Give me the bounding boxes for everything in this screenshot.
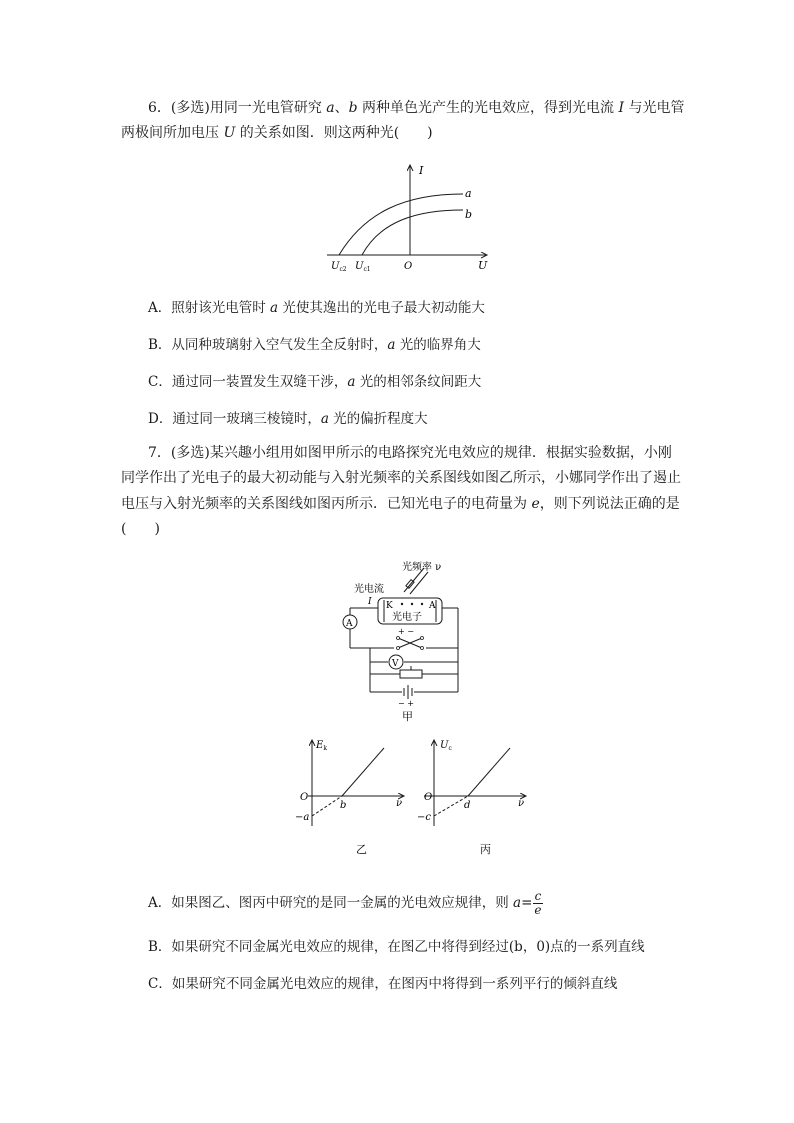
- q6-text: 两种单色光产生的光电效应，得到光电流: [357, 100, 619, 116]
- figure-bing-caption: 丙: [480, 843, 491, 856]
- option-text: 光的相邻条纹间距大: [355, 374, 482, 390]
- intercept-d-label: d: [464, 800, 471, 811]
- switch-terminal: [421, 647, 424, 650]
- light-source-marker: [406, 580, 414, 589]
- x-axis-label: ν: [396, 798, 403, 809]
- polarity-signs: + −: [398, 627, 414, 636]
- option-text: 光的临界角大: [395, 337, 481, 353]
- var-e: e: [531, 496, 540, 512]
- battery-polarity: − +: [398, 699, 414, 708]
- photocurrent-label: 光电流: [354, 584, 384, 595]
- option-text: D．通过同一玻璃三棱镜时，: [148, 411, 321, 427]
- curve-a-label: a: [465, 187, 472, 200]
- q6-option-d[interactable]: [148, 409, 428, 429]
- fraction-c-over-e: [533, 890, 542, 917]
- var-a: a: [320, 411, 329, 427]
- origin-label: O: [424, 792, 433, 803]
- voltmeter-label: V: [392, 659, 399, 669]
- cathode-label: K: [386, 601, 393, 611]
- uc-line: [468, 748, 510, 796]
- q6-text: 两极间所加电压: [121, 125, 224, 141]
- equals-sign: =: [521, 895, 533, 911]
- curve-b: [362, 210, 463, 255]
- q7-stem-line4: ( ): [121, 521, 160, 537]
- var-a: a: [326, 100, 335, 116]
- y-axis-label: $U_c$: [440, 740, 452, 752]
- figure-yi-caption: 乙: [356, 843, 367, 856]
- q7-option-c[interactable]: C．如果研究不同金属光电效应的规律，在图丙中将得到一系列平行的倾斜直线: [148, 976, 618, 992]
- option-text: A．如果图乙、图丙中研究的是同一金属的光电效应规律，则: [148, 895, 514, 911]
- var-a: a: [387, 337, 396, 353]
- intercept-neg-a-label: −a: [295, 812, 310, 823]
- option-text: B．从同种玻璃射入空气发生全反射时，: [148, 337, 388, 353]
- ammeter-label: A: [346, 619, 353, 629]
- ek-line: [342, 748, 384, 796]
- q6-option-a[interactable]: [148, 298, 485, 318]
- y-axis-label: $E_k$: [316, 740, 327, 752]
- curve-a: [339, 194, 463, 255]
- var-a: a: [513, 895, 522, 911]
- switch-terminal: [397, 637, 400, 640]
- q6-text: 6．(多选)用同一光电管研究: [148, 100, 327, 116]
- anode-label: A: [429, 601, 436, 611]
- uc-line-dashed: [434, 796, 471, 816]
- fraction-denominator: e: [534, 903, 542, 917]
- uc2-label: $U_{c2}$: [331, 261, 347, 273]
- graph-bing: [408, 736, 534, 858]
- uc1-label: $U_{c1}$: [355, 261, 371, 273]
- intercept-neg-c-label: −c: [417, 812, 431, 823]
- q6-option-b[interactable]: [148, 335, 481, 355]
- var-I: I: [618, 100, 625, 116]
- circuit-diagram: [340, 558, 470, 723]
- var-U: U: [223, 125, 236, 141]
- q6-text: 的关系如图．则这两种光( ): [235, 125, 433, 141]
- origin-label: O: [404, 261, 413, 272]
- electron: [411, 603, 413, 605]
- q7-text: 电压与入射光频率的关系图线如图丙所示．已知光电子的电荷量为: [121, 496, 532, 512]
- q7-stem-line2: 同学作出了光电子的最大初动能与入射光频率的关系图线如图乙所示，小娜同学作出了遏止: [121, 470, 681, 486]
- q6-stem-line1: [148, 98, 685, 118]
- curve-b-label: b: [465, 208, 473, 221]
- q6-option-c[interactable]: [148, 372, 481, 392]
- var-a: a: [270, 300, 279, 316]
- rheostat: [400, 670, 422, 678]
- option-text: 光使其逸出的光电子最大初动能大: [278, 300, 485, 316]
- photoelectron-label: 光电子: [392, 612, 422, 623]
- figure-jia-caption: 甲: [402, 710, 413, 723]
- reversing-switch: [398, 638, 422, 648]
- x-axis-label: ν: [518, 798, 525, 809]
- intercept-b-label: b: [340, 800, 347, 811]
- q6-stem-line2: [121, 123, 433, 143]
- light-ray: [410, 572, 428, 594]
- q6-text: 与光电管: [624, 100, 685, 116]
- q7-stem-line3: [121, 494, 680, 514]
- y-axis-label: I: [419, 164, 424, 177]
- option-text: 光的偏折程度大: [328, 411, 428, 427]
- light-frequency-label: 光频率 ν: [402, 562, 442, 573]
- fraction-numerator: c: [534, 889, 542, 903]
- q7-stem-line1: 7．(多选)某兴趣小组用如图甲所示的电路探究光电效应的规律．根据实验数据，小刚: [148, 445, 672, 461]
- electron: [421, 603, 423, 605]
- var-a: a: [347, 374, 356, 390]
- q7-text: ，则下列说法正确的是: [539, 496, 680, 512]
- option-text: C．通过同一装置发生双缝干涉，: [148, 374, 348, 390]
- option-text: A．照射该光电管时: [148, 300, 271, 316]
- current-I-label: I: [368, 597, 372, 607]
- x-axis-label: U: [478, 259, 488, 272]
- electron: [401, 603, 403, 605]
- switch-terminal: [421, 637, 424, 640]
- q7-option-b[interactable]: B．如果研究不同金属光电效应的规律，在图乙中将得到经过(b，0)点的一系列直线: [148, 939, 645, 955]
- separator: 、: [334, 100, 349, 116]
- switch-terminal: [397, 647, 400, 650]
- graph-yi: [292, 736, 412, 858]
- q7-option-a[interactable]: [148, 890, 543, 917]
- ek-line-dashed: [312, 796, 342, 816]
- var-b: b: [348, 100, 358, 116]
- q6-iu-graph: [325, 160, 495, 278]
- origin-label: O: [300, 792, 309, 803]
